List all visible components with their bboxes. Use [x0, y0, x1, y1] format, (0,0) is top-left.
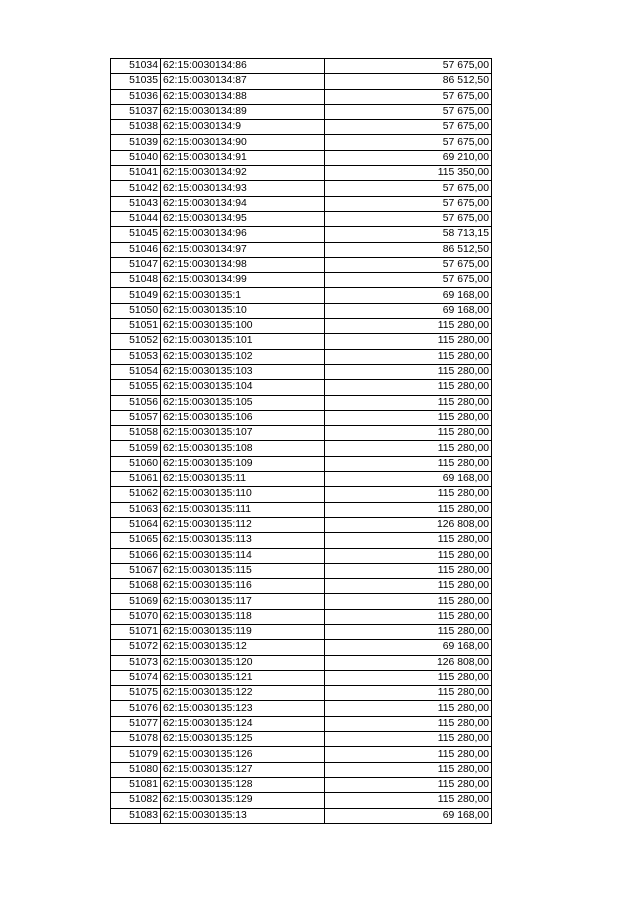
- cadastral-value-cell: 57 675,00: [325, 273, 492, 288]
- cadastral-number-cell: 62:15:0030135:12: [161, 640, 325, 655]
- table-row: [111, 609, 492, 624]
- table-row: [111, 701, 492, 716]
- cadastral-number-cell: 62:15:0030135:105: [161, 395, 325, 410]
- cadastral-value-cell: 69 168,00: [325, 303, 492, 318]
- table-row: [111, 441, 492, 456]
- row-number-cell: 51040: [111, 150, 161, 165]
- cadastral-number-cell: 62:15:0030134:97: [161, 242, 325, 257]
- cadastral-value-cell: 115 280,00: [325, 487, 492, 502]
- row-number-cell: 51038: [111, 120, 161, 135]
- row-number-cell: 51050: [111, 303, 161, 318]
- row-number-cell: 51082: [111, 793, 161, 808]
- table-row: [111, 364, 492, 379]
- table-row: [111, 349, 492, 364]
- table-row: [111, 410, 492, 425]
- row-number-cell: 51081: [111, 777, 161, 792]
- cadastral-value-cell: 115 280,00: [325, 670, 492, 685]
- cadastral-value-cell: 115 280,00: [325, 563, 492, 578]
- cadastral-number-cell: 62:15:0030135:129: [161, 793, 325, 808]
- cadastral-value-cell: 57 675,00: [325, 181, 492, 196]
- cadastral-number-cell: 62:15:0030135:127: [161, 762, 325, 777]
- cadastral-number-cell: 62:15:0030135:107: [161, 426, 325, 441]
- cadastral-value-table: [110, 58, 492, 824]
- cadastral-value-cell: 115 280,00: [325, 594, 492, 609]
- row-number-cell: 51043: [111, 196, 161, 211]
- table-row: [111, 334, 492, 349]
- table-row: [111, 211, 492, 226]
- table-row: [111, 89, 492, 104]
- row-number-cell: 51036: [111, 89, 161, 104]
- table-row: [111, 59, 492, 74]
- table-row: [111, 670, 492, 685]
- row-number-cell: 51071: [111, 624, 161, 639]
- cadastral-value-cell: 115 280,00: [325, 548, 492, 563]
- cadastral-value-cell: 115 280,00: [325, 762, 492, 777]
- row-number-cell: 51049: [111, 288, 161, 303]
- table-row: [111, 655, 492, 670]
- table-row: [111, 166, 492, 181]
- cadastral-number-cell: 62:15:0030135:124: [161, 716, 325, 731]
- table-row: [111, 579, 492, 594]
- cadastral-number-cell: 62:15:0030134:88: [161, 89, 325, 104]
- row-number-cell: 51057: [111, 410, 161, 425]
- table-row: [111, 74, 492, 89]
- cadastral-number-cell: 62:15:0030135:10: [161, 303, 325, 318]
- table-row: [111, 395, 492, 410]
- table-row: [111, 181, 492, 196]
- table-row: [111, 563, 492, 578]
- cadastral-number-cell: 62:15:0030135:102: [161, 349, 325, 364]
- table-row: [111, 487, 492, 502]
- cadastral-number-cell: 62:15:0030135:117: [161, 594, 325, 609]
- row-number-cell: 51051: [111, 319, 161, 334]
- cadastral-number-cell: 62:15:0030134:92: [161, 166, 325, 181]
- row-number-cell: 51072: [111, 640, 161, 655]
- cadastral-number-cell: 62:15:0030135:114: [161, 548, 325, 563]
- cadastral-number-cell: 62:15:0030134:89: [161, 104, 325, 119]
- row-number-cell: 51037: [111, 104, 161, 119]
- table-body: [111, 59, 492, 824]
- table-row: [111, 716, 492, 731]
- cadastral-value-cell: 115 280,00: [325, 716, 492, 731]
- table-row: [111, 624, 492, 639]
- row-number-cell: 51053: [111, 349, 161, 364]
- row-number-cell: 51078: [111, 732, 161, 747]
- cadastral-number-cell: 62:15:0030135:116: [161, 579, 325, 594]
- table-row: [111, 640, 492, 655]
- cadastral-value-cell: 86 512,50: [325, 242, 492, 257]
- cadastral-value-cell: 57 675,00: [325, 59, 492, 74]
- row-number-cell: 51044: [111, 211, 161, 226]
- cadastral-number-cell: 62:15:0030134:91: [161, 150, 325, 165]
- cadastral-number-cell: 62:15:0030134:96: [161, 227, 325, 242]
- cadastral-value-cell: 115 280,00: [325, 732, 492, 747]
- cadastral-value-cell: 57 675,00: [325, 135, 492, 150]
- row-number-cell: 51048: [111, 273, 161, 288]
- cadastral-value-cell: 57 675,00: [325, 104, 492, 119]
- table-row: [111, 426, 492, 441]
- table-row: [111, 502, 492, 517]
- row-number-cell: 51035: [111, 74, 161, 89]
- table-row: [111, 273, 492, 288]
- cadastral-value-cell: 86 512,50: [325, 74, 492, 89]
- cadastral-number-cell: 62:15:0030135:108: [161, 441, 325, 456]
- row-number-cell: 51054: [111, 364, 161, 379]
- cadastral-value-cell: 115 280,00: [325, 380, 492, 395]
- row-number-cell: 51061: [111, 472, 161, 487]
- table-row: [111, 303, 492, 318]
- cadastral-value-cell: 115 280,00: [325, 793, 492, 808]
- table-row: [111, 242, 492, 257]
- row-number-cell: 51034: [111, 59, 161, 74]
- cadastral-value-cell: 69 168,00: [325, 640, 492, 655]
- cadastral-value-cell: 115 280,00: [325, 349, 492, 364]
- table-row: [111, 808, 492, 823]
- row-number-cell: 51058: [111, 426, 161, 441]
- table-row: [111, 227, 492, 242]
- cadastral-value-cell: 115 280,00: [325, 624, 492, 639]
- cadastral-value-cell: 115 280,00: [325, 441, 492, 456]
- cadastral-number-cell: 62:15:0030135:101: [161, 334, 325, 349]
- cadastral-value-cell: 115 280,00: [325, 410, 492, 425]
- cadastral-number-cell: 62:15:0030134:94: [161, 196, 325, 211]
- cadastral-value-cell: 115 280,00: [325, 701, 492, 716]
- row-number-cell: 51064: [111, 517, 161, 532]
- cadastral-value-cell: 115 280,00: [325, 364, 492, 379]
- table-row: [111, 747, 492, 762]
- cadastral-number-cell: 62:15:0030134:99: [161, 273, 325, 288]
- row-number-cell: 51062: [111, 487, 161, 502]
- table-row: [111, 732, 492, 747]
- row-number-cell: 51083: [111, 808, 161, 823]
- row-number-cell: 51052: [111, 334, 161, 349]
- cadastral-number-cell: 62:15:0030134:87: [161, 74, 325, 89]
- row-number-cell: 51045: [111, 227, 161, 242]
- cadastral-number-cell: 62:15:0030135:110: [161, 487, 325, 502]
- cadastral-value-cell: 115 280,00: [325, 456, 492, 471]
- table-row: [111, 120, 492, 135]
- cadastral-value-cell: 57 675,00: [325, 257, 492, 272]
- cadastral-number-cell: 62:15:0030135:106: [161, 410, 325, 425]
- table-row: [111, 150, 492, 165]
- row-number-cell: 51041: [111, 166, 161, 181]
- cadastral-value-cell: 115 350,00: [325, 166, 492, 181]
- cadastral-number-cell: 62:15:0030135:125: [161, 732, 325, 747]
- row-number-cell: 51080: [111, 762, 161, 777]
- row-number-cell: 51066: [111, 548, 161, 563]
- cadastral-value-cell: 115 280,00: [325, 777, 492, 792]
- cadastral-value-cell: 58 713,15: [325, 227, 492, 242]
- table-row: [111, 288, 492, 303]
- table-row: [111, 104, 492, 119]
- cadastral-value-cell: 115 280,00: [325, 334, 492, 349]
- row-number-cell: 51075: [111, 686, 161, 701]
- cadastral-value-cell: 115 280,00: [325, 319, 492, 334]
- cadastral-number-cell: 62:15:0030135:126: [161, 747, 325, 762]
- row-number-cell: 51068: [111, 579, 161, 594]
- cadastral-value-cell: 57 675,00: [325, 196, 492, 211]
- row-number-cell: 51077: [111, 716, 161, 731]
- cadastral-value-cell: 115 280,00: [325, 609, 492, 624]
- table-row: [111, 472, 492, 487]
- row-number-cell: 51067: [111, 563, 161, 578]
- cadastral-number-cell: 62:15:0030135:120: [161, 655, 325, 670]
- cadastral-value-cell: 57 675,00: [325, 89, 492, 104]
- row-number-cell: 51047: [111, 257, 161, 272]
- row-number-cell: 51039: [111, 135, 161, 150]
- cadastral-value-cell: 115 280,00: [325, 395, 492, 410]
- cadastral-value-cell: 115 280,00: [325, 533, 492, 548]
- row-number-cell: 51056: [111, 395, 161, 410]
- row-number-cell: 51074: [111, 670, 161, 685]
- row-number-cell: 51046: [111, 242, 161, 257]
- cadastral-number-cell: 62:15:0030134:95: [161, 211, 325, 226]
- cadastral-value-cell: 69 210,00: [325, 150, 492, 165]
- cadastral-number-cell: 62:15:0030135:118: [161, 609, 325, 624]
- cadastral-number-cell: 62:15:0030134:86: [161, 59, 325, 74]
- cadastral-number-cell: 62:15:0030135:121: [161, 670, 325, 685]
- table-row: [111, 135, 492, 150]
- table-row: [111, 380, 492, 395]
- row-number-cell: 51055: [111, 380, 161, 395]
- cadastral-number-cell: 62:15:0030135:104: [161, 380, 325, 395]
- cadastral-number-cell: 62:15:0030135:103: [161, 364, 325, 379]
- table-row: [111, 762, 492, 777]
- cadastral-value-cell: 69 168,00: [325, 472, 492, 487]
- cadastral-number-cell: 62:15:0030135:109: [161, 456, 325, 471]
- cadastral-value-cell: 69 168,00: [325, 288, 492, 303]
- cadastral-number-cell: 62:15:0030135:122: [161, 686, 325, 701]
- table-row: [111, 548, 492, 563]
- table-row: [111, 777, 492, 792]
- cadastral-number-cell: 62:15:0030135:123: [161, 701, 325, 716]
- cadastral-number-cell: 62:15:0030135:115: [161, 563, 325, 578]
- table-row: [111, 319, 492, 334]
- row-number-cell: 51065: [111, 533, 161, 548]
- cadastral-number-cell: 62:15:0030135:13: [161, 808, 325, 823]
- cadastral-number-cell: 62:15:0030135:119: [161, 624, 325, 639]
- cadastral-value-cell: 69 168,00: [325, 808, 492, 823]
- cadastral-value-cell: 115 280,00: [325, 426, 492, 441]
- row-number-cell: 51069: [111, 594, 161, 609]
- row-number-cell: 51076: [111, 701, 161, 716]
- table-row: [111, 594, 492, 609]
- cadastral-number-cell: 62:15:0030134:93: [161, 181, 325, 196]
- cadastral-number-cell: 62:15:0030135:128: [161, 777, 325, 792]
- cadastral-value-cell: 57 675,00: [325, 211, 492, 226]
- table-row: [111, 686, 492, 701]
- table-row: [111, 456, 492, 471]
- cadastral-number-cell: 62:15:0030135:112: [161, 517, 325, 532]
- cadastral-value-cell: 115 280,00: [325, 686, 492, 701]
- cadastral-number-cell: 62:15:0030135:111: [161, 502, 325, 517]
- cadastral-number-cell: 62:15:0030135:113: [161, 533, 325, 548]
- cadastral-value-cell: 126 808,00: [325, 517, 492, 532]
- table-row: [111, 517, 492, 532]
- row-number-cell: 51063: [111, 502, 161, 517]
- row-number-cell: 51079: [111, 747, 161, 762]
- table-row: [111, 257, 492, 272]
- cadastral-number-cell: 62:15:0030135:100: [161, 319, 325, 334]
- cadastral-value-cell: 57 675,00: [325, 120, 492, 135]
- cadastral-number-cell: 62:15:0030134:98: [161, 257, 325, 272]
- table-row: [111, 533, 492, 548]
- cadastral-value-cell: 115 280,00: [325, 579, 492, 594]
- cadastral-number-cell: 62:15:0030135:1: [161, 288, 325, 303]
- cadastral-number-cell: 62:15:0030135:11: [161, 472, 325, 487]
- cadastral-value-cell: 115 280,00: [325, 502, 492, 517]
- row-number-cell: 51059: [111, 441, 161, 456]
- cadastral-value-cell: 115 280,00: [325, 747, 492, 762]
- table-row: [111, 793, 492, 808]
- cadastral-number-cell: 62:15:0030134:90: [161, 135, 325, 150]
- cadastral-number-cell: 62:15:0030134:9: [161, 120, 325, 135]
- row-number-cell: 51073: [111, 655, 161, 670]
- cadastral-value-cell: 126 808,00: [325, 655, 492, 670]
- row-number-cell: 51060: [111, 456, 161, 471]
- row-number-cell: 51070: [111, 609, 161, 624]
- table-row: [111, 196, 492, 211]
- row-number-cell: 51042: [111, 181, 161, 196]
